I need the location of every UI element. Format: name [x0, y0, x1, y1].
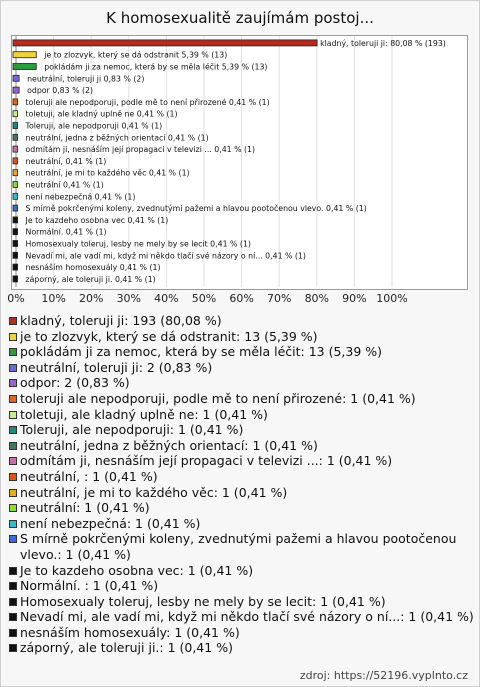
legend-label: Je to kazdeho osobna vec: 1 (0,41 %) — [20, 562, 254, 578]
legend-label: je to zlozvyk, který se dá odstranit: 13 (5,39 %) — [20, 328, 318, 344]
legend-swatch — [9, 317, 17, 325]
bar — [13, 99, 18, 105]
bar — [13, 64, 36, 70]
legend-item — [8, 625, 476, 641]
bar — [13, 170, 18, 176]
legend-swatch — [9, 489, 17, 497]
x-tick-label: 30% — [116, 292, 142, 305]
bar — [13, 134, 18, 140]
bar-chart — [0, 0, 480, 310]
bar-data-label: není nebezpečná 0,41 % (1) — [25, 192, 136, 202]
legend-swatch — [9, 364, 17, 372]
bar — [13, 252, 18, 258]
legend-item — [8, 329, 476, 345]
bar — [13, 276, 18, 282]
legend-item — [8, 640, 476, 656]
legend-item — [8, 391, 476, 407]
legend-item — [8, 313, 476, 329]
legend-swatch — [9, 598, 17, 606]
legend-label: kladný, toleruji ji: 193 (80,08 %) — [20, 313, 222, 328]
bar — [13, 40, 317, 46]
bar — [13, 182, 18, 188]
legend-swatch — [9, 379, 17, 387]
legend-item — [8, 500, 476, 516]
x-tick-label: 70% — [266, 292, 292, 305]
legend-label: neutrální, jedna z běžných orientací: 1 (0,41 %) — [20, 437, 318, 453]
legend-label: toleruji ale nepodporuji, podle mě to není přirozené: 1 (0,41 %) — [20, 390, 416, 406]
legend-swatch — [9, 582, 17, 590]
legend-swatch — [9, 629, 17, 637]
legend-item — [8, 563, 476, 579]
bar-data-label: odpor 0,83 % (2) — [27, 86, 94, 96]
legend-item — [8, 375, 476, 391]
bar — [13, 193, 18, 199]
legend-label: neutrální: 1 (0,41 %) — [20, 500, 150, 516]
bar — [13, 217, 18, 223]
bar — [13, 111, 18, 117]
bar — [13, 87, 19, 93]
x-tick-label: 50% — [191, 292, 217, 305]
legend-swatch — [9, 333, 17, 341]
bar-data-label: neutrální, toleruji ji 0,83 % (2) — [27, 74, 145, 84]
bar — [13, 205, 18, 211]
chart-title: K homosexualitě zaujímám postoj... — [106, 9, 374, 27]
legend-label: neutrální, : 1 (0,41 %) — [20, 468, 158, 484]
legend-item — [8, 516, 476, 532]
x-tick-label: 60% — [229, 292, 254, 305]
legend-item — [8, 609, 476, 625]
bar — [13, 229, 18, 235]
legend-swatch — [9, 644, 17, 652]
x-tick-label: 40% — [154, 292, 179, 305]
legend-label: odmítám ji, nesnáším její propagaci v televizi ...: 1 (0,41 %) — [20, 453, 393, 469]
bar-data-label: toletuji, ale kladný uplně ne 0,41 % (1) — [25, 109, 178, 119]
x-tick-label: 90% — [342, 292, 367, 305]
legend-label: neutrální, toleruji ji: 2 (0,83 %) — [20, 359, 213, 375]
legend-swatch — [9, 535, 17, 543]
bar-data-label: pokládám ji za nemoc, která by se měla léčit 5,39 % (13) — [44, 62, 268, 72]
legend-label: neutrální, je mi to každého věc: 1 (0,41 %) — [20, 484, 288, 500]
legend-item — [8, 469, 476, 485]
legend-label: toletuji, ale kladný uplně ne: 1 (0,41 %) — [20, 406, 268, 422]
legend-label: pokládám ji za nemoc, která by se měla léčit: 13 (5,39 %) — [20, 344, 383, 360]
bar-data-label: odmítám ji, nesnáším její propagaci v televizi ... 0,41 % (1) — [25, 145, 256, 155]
bar — [13, 75, 19, 81]
bar-data-label: Je to kazdeho osobna vec 0,41 % (1) — [25, 215, 169, 225]
bar — [13, 158, 18, 164]
bar-data-label: Normální. 0,41 % (1) — [25, 227, 107, 237]
legend-item — [8, 485, 476, 501]
bar-data-label: Nevadí mi, ale vadí mi, když mi někdo tlačí své názory o ní... 0,41 % (1) — [25, 251, 306, 261]
x-tick-label: 20% — [78, 292, 104, 305]
legend-swatch — [9, 395, 17, 403]
legend-swatch — [9, 457, 17, 465]
bar — [13, 146, 18, 152]
legend — [8, 313, 476, 656]
legend-item — [8, 453, 476, 469]
legend-label: S mírně pokrčenými koleny, zvednutými pažemi a hlavou pootočenou vlevo.: 1 (0,41 %) — [20, 531, 457, 562]
legend-label: odpor: 2 (0,83 %) — [20, 375, 130, 391]
legend-label: Normální. : 1 (0,41 %) — [20, 578, 159, 594]
legend-item — [8, 344, 476, 360]
bar-data-label: toleruji ale nepodporuji, podle mě to není přirozené 0,41 % (1) — [25, 97, 270, 107]
legend-swatch — [9, 613, 17, 621]
legend-item — [8, 438, 476, 454]
bar — [13, 241, 18, 247]
source-note: zdroj: https://52196.vyplnto.cz — [299, 669, 468, 682]
bar-data-label: neutrální, jedna z běžných orientací 0,41 % (1) — [25, 133, 209, 143]
legend-label: Nevadí mi, ale vadí mi, když mi někdo tlačí své názory o ní...: 1 (0,41 %) — [20, 609, 474, 625]
bar-data-label: nesnáším homosexuály 0,41 % (1) — [25, 263, 161, 273]
bar-data-label: neutrální, je mi to každého věc 0,41 % (1) — [25, 168, 190, 178]
legend-item — [8, 422, 476, 438]
x-tick-label: 10% — [41, 292, 66, 305]
legend-item — [8, 594, 476, 610]
legend-label: Homosexualy toleruj, lesby ne mely by se lecit: 1 (0,41 %) — [20, 593, 386, 609]
bar-data-label: kladný, toleruji ji: 80,08 % (193) — [320, 38, 446, 48]
bar — [13, 264, 18, 270]
legend-swatch — [9, 348, 17, 356]
legend-label: nesnáším homosexuály: 1 (0,41 %) — [20, 624, 240, 640]
bar — [13, 123, 18, 129]
legend-swatch — [9, 411, 17, 419]
legend-swatch — [9, 504, 17, 512]
bar-data-label: Toleruji, ale nepodporuji 0,41 % (1) — [25, 121, 163, 131]
x-tick-label: 100% — [376, 292, 408, 305]
bar-data-label: neutrální 0,41 % (1) — [25, 180, 104, 190]
legend-item — [8, 360, 476, 376]
legend-item — [8, 578, 476, 594]
legend-swatch — [9, 520, 17, 528]
bar-data-label: S mírně pokrčenými koleny, zvednutými pažemi a hlavou pootočenou vlevo. 0,41 % (1) — [25, 204, 367, 214]
legend-item — [8, 531, 476, 562]
legend-swatch — [9, 442, 17, 450]
legend-swatch — [9, 473, 17, 481]
legend-label: Toleruji, ale nepodporuji: 1 (0,41 %) — [20, 422, 244, 438]
bar — [13, 52, 36, 58]
x-tick-label: 80% — [304, 292, 330, 305]
bar-data-label: záporný, ale toleruji ji. 0,41 % (1) — [25, 274, 156, 284]
legend-item — [8, 407, 476, 423]
legend-swatch — [9, 567, 17, 575]
legend-swatch — [9, 426, 17, 434]
legend-label: není nebezpečná: 1 (0,41 %) — [20, 515, 201, 531]
bar-data-label: je to zlozvyk, který se dá odstranit 5,39 % (13) — [44, 50, 228, 60]
legend-label: záporný, ale toleruji ji.: 1 (0,41 %) — [20, 640, 233, 656]
x-tick-label: 0% — [7, 292, 25, 305]
bar-data-label: neutrální, 0,41 % (1) — [25, 156, 107, 166]
bar-data-label: Homosexualy toleruj, lesby ne mely by se lecit 0,41 % (1) — [25, 239, 251, 249]
